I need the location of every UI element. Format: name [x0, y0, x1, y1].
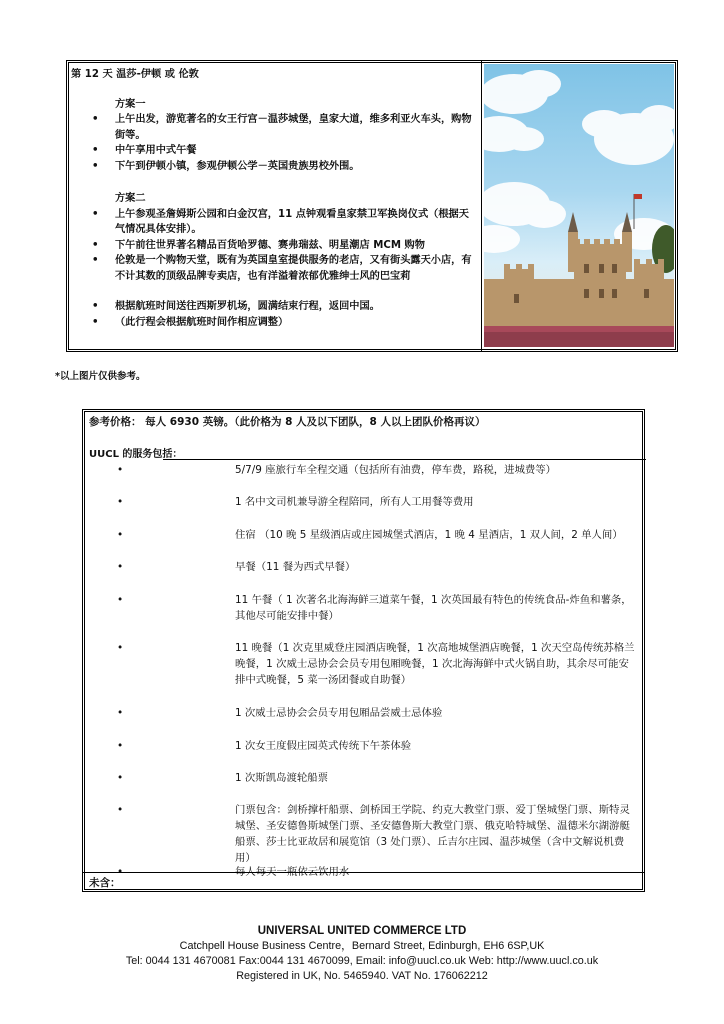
exclusions-label: 未含：: [89, 877, 121, 889]
services-panel: [117, 459, 646, 878]
plan-one-list: [71, 112, 479, 174]
photo-note: *以上图片仅供参考。: [55, 371, 146, 382]
column-divider: [481, 61, 482, 351]
service-item: • 11 午餐（ 1 次著名北海海鲜三道菜午餐，1 次英国最有特色的传统食品-炸鱼和薯条，其他尽可能安排中餐）: [117, 594, 632, 622]
plan-two-item: • 上午参观圣詹姆斯公园和白金汉宫，11 点钟观看皇家禁卫军换岗仪式（根据天气情况具体安排）。: [71, 207, 479, 238]
company-footer: [0, 924, 724, 984]
final-item: • （此行程会根据航班时间作相应调整）: [71, 315, 479, 331]
company-contact: Tel: 0044 131 4670081 Fax:0044 131 4670099, Email: info@uucl.co.uk Web: http://www.uucl.co.uk: [125, 955, 599, 967]
company-address: Catchpell House Business Centre，Bernard Street, Edinburgh, EH6 6SP,UK: [179, 940, 545, 952]
service-item: • 11 晚餐（1 次克里威登庄园酒店晚餐，1 次高地城堡酒店晚餐，1 次天空岛传统苏格兰晚餐，1 次威士忌协会会员专用包厢晚餐，1 次北海海鲜中式火锅自助，其余尽可能安排中式晚餐，5 菜一汤团餐或自助餐）: [117, 642, 635, 686]
services-heading: UUCL 的服务包括：: [89, 449, 183, 460]
plan-two-list: [71, 207, 479, 285]
company-name: UNIVERSAL UNITED COMMERCE LTD: [257, 925, 467, 937]
service-item: • 早餐（11 餐为西式早餐）: [117, 561, 356, 573]
itinerary-text: [71, 67, 479, 349]
service-item: • 1 次斯凯岛渡轮船票: [117, 772, 329, 784]
exclusions-row: [83, 872, 644, 891]
day-title: 第 12 天 温莎-伊顿 或 伦敦: [71, 69, 199, 80]
reference-price: 参考价格： 每人 6930 英镑。（此价格为 8 人及以下团队，8 人以上团队价格再议）: [89, 416, 486, 428]
service-item: • 1 名中文司机兼导游全程陪同，所有人工用餐等费用: [117, 496, 474, 508]
plan-one-item: • 下午到伊顿小镇，参观伊顿公学－英国贵族男校外围。: [71, 159, 479, 175]
final-item: • 根据航班时间送往西斯罗机场，圆满结束行程，返回中国。: [71, 299, 479, 315]
itinerary-day-box: [66, 60, 678, 352]
service-item: • 住宿 （10 晚 5 星级酒店或庄园城堡式酒店，1 晚 4 星酒店，1 双人间，2 单人间）: [117, 529, 623, 541]
plan-one-item: • 中午享用中式午餐: [71, 143, 479, 159]
plan-one-title: 方案一: [115, 98, 146, 110]
service-item: • 1 次女王度假庄园英式传统下午茶体验: [117, 740, 412, 752]
final-list: [71, 299, 479, 330]
plan-two-item: • 下午前往世界著名精品百货哈罗德、赛弗瑞兹、明星潮店 MCM 购物: [71, 238, 479, 254]
castle-photo: [484, 64, 674, 347]
company-registration: Registered in UK, No. 5465940. VAT No. 176062212: [236, 970, 488, 982]
plan-one-item: • 上午出发，游览著名的女王行宫－温莎城堡，皇家大道，维多利亚火车头，购物街等。: [71, 112, 479, 143]
price-services-box: [82, 409, 645, 892]
service-item: • 5/7/9 座旅行车全程交通（包括所有油费，停车费，路税，进城费等）: [117, 464, 557, 476]
plan-two-item: • 伦敦是一个购物天堂，既有为英国皇室提供服务的老店，又有街头露天小店，有不计其数的顶级品牌专卖店，也有洋溢着浓郁优雅绅士风的巴宝莉: [71, 253, 479, 284]
castle-illustration: [484, 64, 674, 347]
service-item: • 每人每天一瓶依云饮用水: [117, 866, 350, 878]
service-item: • 1 次威士忌协会会员专用包厢品尝威士忌体验: [117, 707, 443, 719]
plan-two-title: 方案二: [115, 193, 146, 204]
service-item: • 门票包含：剑桥撑杆船票、剑桥国王学院、约克大教堂门票、爱丁堡城堡门票、斯特灵城堡、圣安德鲁斯城堡门票、圣安德鲁斯大教堂门票、俄克哈特城堡、温德米尔湖游艇船票、莎士比亚故居和展览馆（3 处门票）、丘吉尔庄园、温莎城堡（含中文解说机费用）: [117, 804, 630, 864]
